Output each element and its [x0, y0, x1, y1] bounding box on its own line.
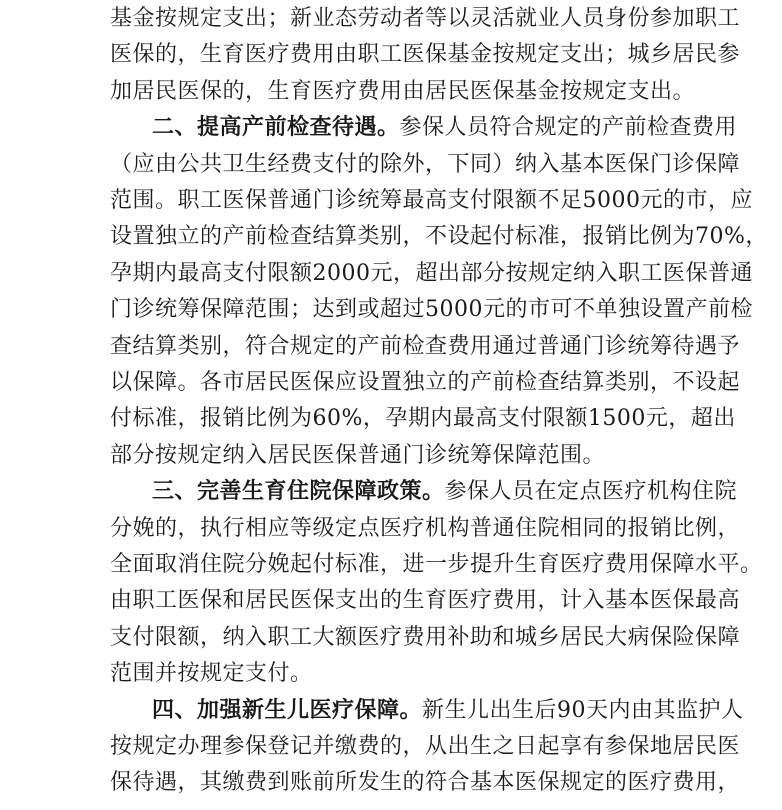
- body-text-line: [110, 732, 741, 762]
- line-text: 基金按规定支出；新业态劳动者等以灵活就业人员身份参加职工: [110, 6, 741, 31]
- body-text-line: [110, 77, 696, 107]
- line-text: 按规定办理参保登记并缴费的，从出生之日起享有参保地居民医: [110, 734, 741, 759]
- line-text: 加居民医保的，生育医疗费用由居民医保基金按规定支出。: [110, 78, 696, 104]
- line-text: 分娩的，执行相应等级定点医疗机构普通住院相同的报销比例，: [110, 515, 741, 541]
- body-text-line: [110, 368, 741, 398]
- body-text-line: [110, 186, 753, 216]
- body-text-line: [110, 222, 768, 252]
- line-text: 范围并按规定支付。: [110, 661, 313, 687]
- line-text: 以保障。各市居民医保应设置独立的产前检查结算类别，不设起: [110, 370, 741, 395]
- line-text: 门诊统筹保障范围；达到或超过5000元的市可不单独设置产前检: [110, 297, 753, 323]
- line-text: 设置独立的产前检查结算类别，不设起付标准，报销比例为70%，: [110, 224, 768, 250]
- body-text-line: [110, 259, 753, 289]
- body-text-line: [110, 441, 676, 471]
- body-text-line: [110, 586, 741, 616]
- body-text-line: [110, 514, 741, 544]
- body-text-line: [110, 40, 741, 70]
- body-text-line: [110, 404, 736, 434]
- line-text: 由职工医保和居民医保支出的生育医疗费用，计入基本医保最高: [110, 588, 741, 614]
- section-heading-line: [152, 696, 744, 726]
- body-text-line: [110, 150, 741, 180]
- body-text-line: [110, 295, 753, 325]
- body-text-line: [110, 550, 763, 580]
- line-text: 参保人员在定点医疗机构住院: [444, 479, 738, 505]
- line-text: 新生儿出生后90天内由其监护人: [422, 697, 744, 723]
- line-text: 范围。职工医保普通门诊统筹最高支付限额不足5000元的市，应: [110, 188, 753, 213]
- section-heading: 二、提高产前检查待遇。: [152, 115, 400, 141]
- body-text-line: [110, 332, 741, 362]
- line-text: 查结算类别，符合规定的产前检查费用通过普通门诊统筹待遇予: [110, 333, 741, 359]
- line-text: （应由公共卫生经费支付的除外，下同）纳入基本医保门诊保障: [110, 151, 741, 177]
- line-text: 孕期内最高支付限额2000元，超出部分按规定纳入职工医保普通: [110, 260, 753, 286]
- line-text: 全面取消住院分娩起付标准，进一步提升生育医疗费用保障水平。: [110, 552, 763, 577]
- line-text: 参保人员符合规定的产前检查费用: [399, 115, 738, 141]
- line-text: 付标准，报销比例为60%，孕期内最高支付限额1500元，超出: [110, 406, 736, 432]
- section-heading: 四、加强新生儿医疗保障。: [152, 697, 423, 723]
- line-text: 医保的，生育医疗费用由职工医保基金按规定支出；城乡居民参: [110, 42, 741, 68]
- line-text: 支付限额，纳入职工大额医疗费用补助和城乡居民大病保险保障: [110, 624, 741, 650]
- body-text-line: [110, 768, 741, 798]
- body-text-line: [110, 659, 676, 689]
- line-text: 保待遇，其缴费到账前所发生的符合基本医保规定的医疗费用，: [110, 770, 741, 796]
- body-text-line: [110, 4, 741, 34]
- section-heading-line: [152, 477, 738, 507]
- line-text: 部分按规定纳入居民医保普通门诊统筹保障范围。: [110, 442, 606, 468]
- section-heading-line: [152, 113, 738, 143]
- section-heading: 三、完善生育住院保障政策。: [152, 479, 445, 505]
- body-text-line: [110, 623, 741, 653]
